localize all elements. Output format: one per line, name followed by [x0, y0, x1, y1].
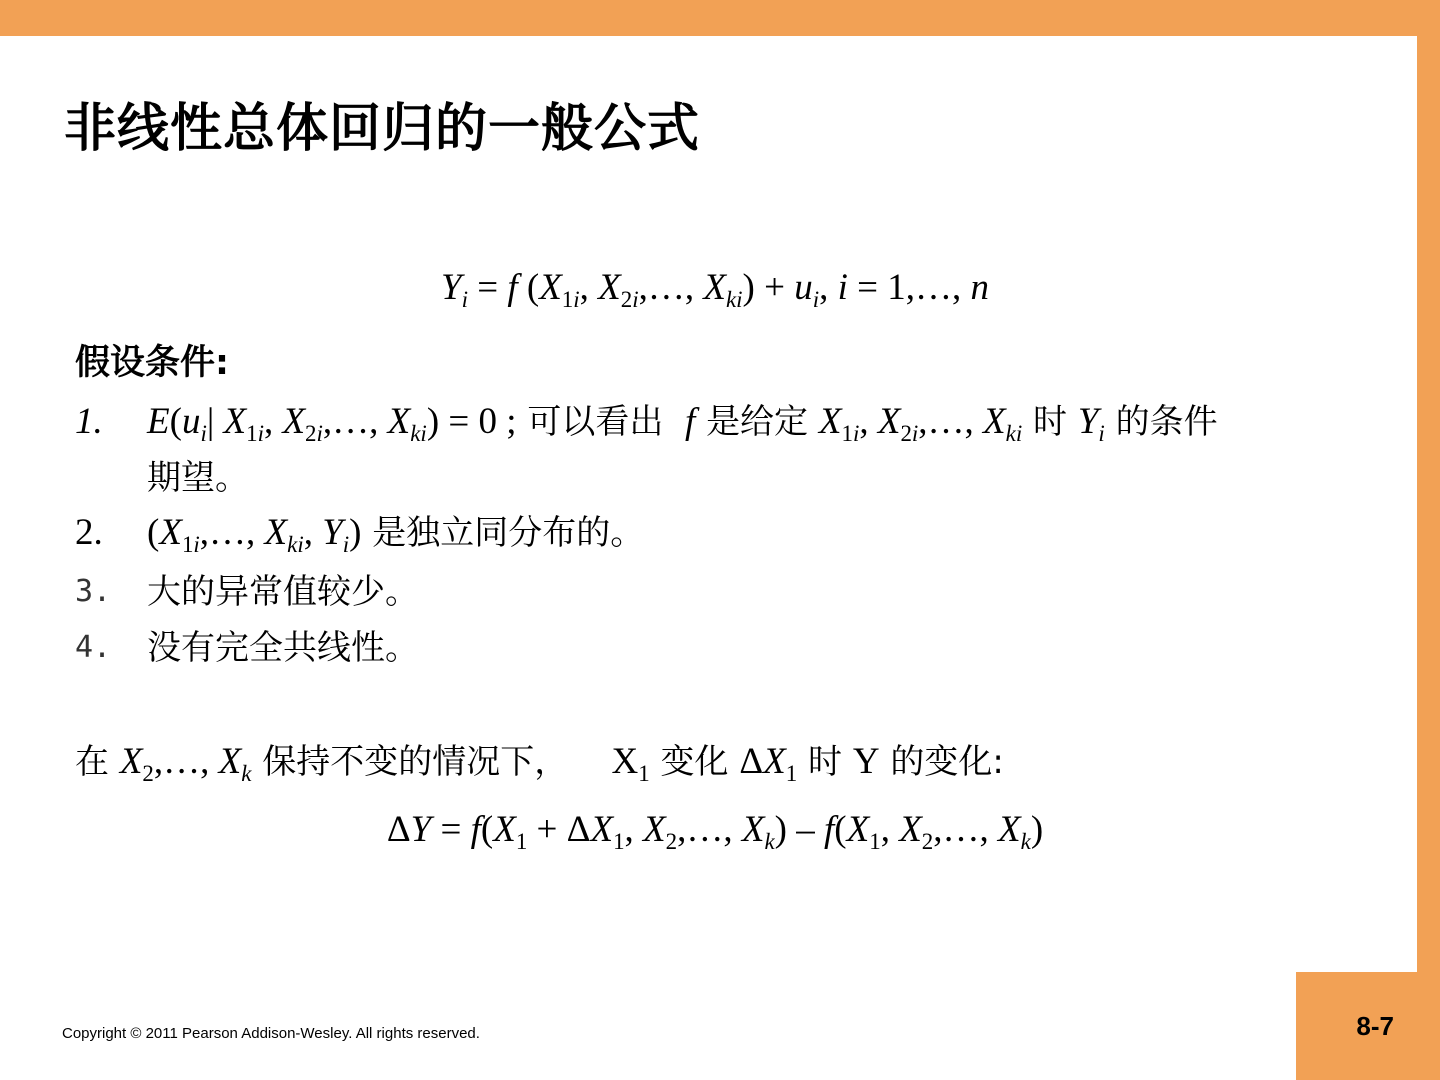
change-description: 在 $X_2,\dots$, $X_k$ 保持不变的情况下， $X_1$ 变化 $\Delta X_1$ 时 Y 的变化:	[75, 741, 1004, 787]
page-number: 8-7	[1356, 1010, 1394, 1041]
right-accent-bar	[1417, 0, 1440, 1080]
item-text: $E(u_i|$ $X_{1i}$, $X_{2i},\dots$, $X_{ki}) = 0$ ; 可以看出 f 是给定 $X_{1i}$, $X_{2i},\dots$, $X_{ki}$ 时 $Y_i$ 的条件 期望。	[147, 401, 1218, 498]
delta-y-equation: $\Delta Y = f(X_1 + \Delta X_1$, $X_2,\dots$, $X_k) - f(X_1$, $X_2,\dots$, $X_k$)	[386, 809, 1044, 855]
copyright-notice: Copyright © 2011 Pearson Addison-Wesley. All rights reserved.	[62, 1025, 480, 1042]
slide-title: 非线性总体回归的一般公式	[64, 99, 701, 159]
item-number: 1.	[75, 401, 103, 442]
top-accent-bar	[0, 0, 1440, 36]
assumptions-heading: 假设条件:	[75, 343, 229, 383]
page-number-box	[1296, 972, 1440, 1080]
item-text: 没有完全共线性。	[147, 628, 419, 668]
regression-model-equation: $Y_i = f$ ($X_{1i}$, $X_{2i},\dots$, $X_{ki}) + u_i$, i = 1,…, n	[441, 267, 989, 313]
item-text: 大的异常值较少。	[147, 572, 419, 612]
item-text: ($X_{1i},\dots$, $X_{ki}$, $Y_i$) 是独立同分布的。	[147, 512, 645, 558]
item-number: 4.	[75, 630, 112, 665]
item-number: 2.	[75, 512, 103, 553]
assumption-item-1	[75, 394, 1365, 506]
item-number: 3.	[75, 574, 112, 609]
